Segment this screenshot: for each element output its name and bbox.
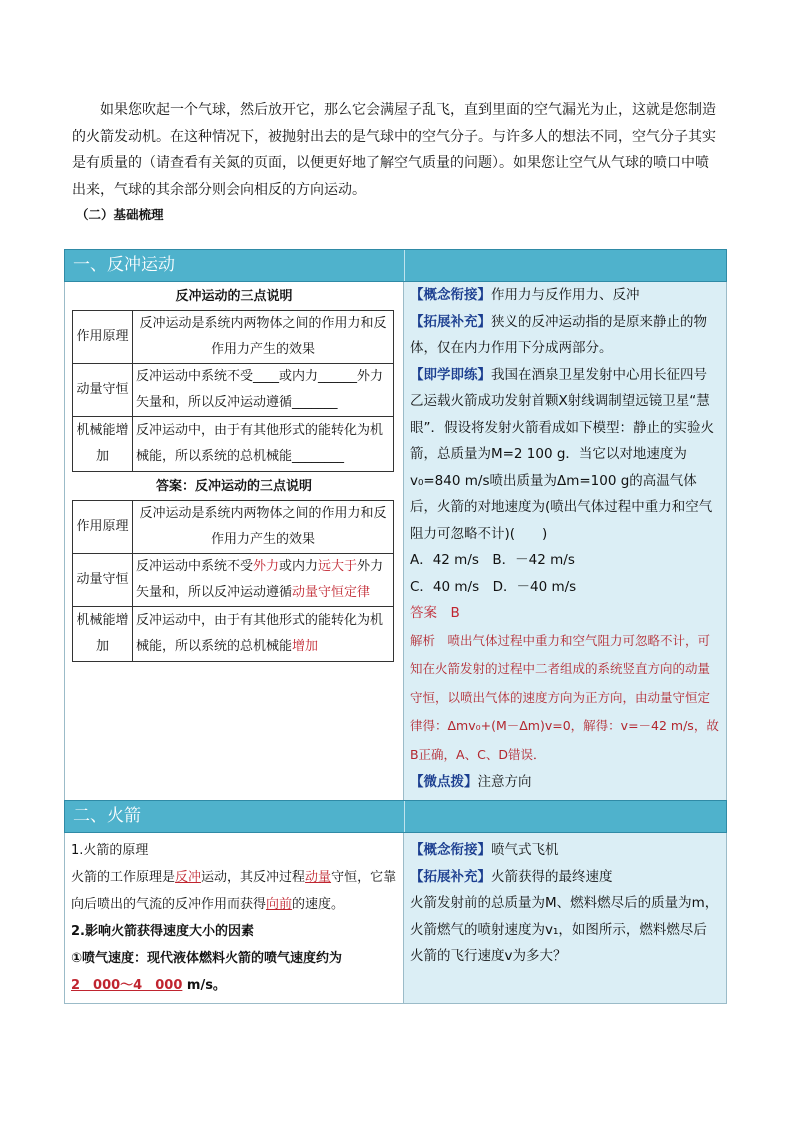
explanation-label: 解析 (409, 632, 435, 648)
option-c: C．40 m/s (409, 578, 480, 595)
intro-line-2: 的火箭发动机。在这种情况下，被抛射出去的是气球中的空气分子。与许多人的想法不同，空气分子其实 (72, 128, 716, 145)
text-part: 外力矢量和，所以反冲运动遵循 (136, 369, 384, 410)
section-subheading: （二）基础梳理 (76, 207, 164, 222)
blank: ________ (292, 449, 345, 464)
concept-link (410, 282, 720, 309)
answer-line (410, 600, 720, 627)
jet-speed-text (71, 945, 397, 999)
table-row (73, 311, 394, 364)
answer-table-caption: 答案：反冲运动的三点说明 (155, 479, 312, 494)
section2-header-band (64, 800, 727, 833)
blank: _______ (292, 395, 338, 410)
section1-header-band (64, 249, 727, 282)
option-a: A．42 m/s (409, 552, 479, 568)
text-part: 的速度。 (292, 897, 345, 912)
section-rocket (64, 800, 727, 1004)
final-speed-question: 火箭发射前的总质量为M、燃料燃尽后的质量为m，火箭燃气的喷射速度为v₁，如图所示，燃料燃尽后火箭的飞行速度v为多大？ (409, 895, 719, 964)
answer-fill: 2 000～4 000 (71, 978, 183, 993)
intro-line-3: 是有质量的（请查看有关氮的页面，以便更好地了解空气质量的问题）。如果您让空气从气球的喷口中喷 (72, 155, 709, 171)
question-text: 我国在酒泉卫星发射中心用长征四号乙运载火箭成功发射首颗X射线调制望远镜卫星“慧眼”．假设将发射火箭看成如下模型：静止的实验火箭，总质量为M=2 100 g．当它以对地速度为v₀=840 m/s喷出质量为Δm=100 g的高温气体后，火箭的对地速度为(喷出气体过程中重力和空气阻力可忽略不计)( ) (409, 366, 714, 542)
text-part: 反冲运动中，由于有其他形式的能转化为机械能，所以系统的总机械能 (136, 613, 384, 654)
row-value: 反冲运动是系统内两物体之间的作用力和反作用力产生的效果 (133, 501, 394, 554)
answer-fill: 外力 (253, 559, 280, 574)
row-value (133, 607, 394, 662)
rocket-principle-text (71, 864, 397, 918)
intro-paragraph (72, 97, 728, 203)
section2-header-divider (404, 801, 405, 832)
section1-left (65, 282, 403, 800)
intro-line-1: 如果您吹起一个气球，然后放开它，那么它会满屋子乱飞，直到里面的空气漏光为止，这就是您制造 (100, 102, 716, 118)
row-key: 作用原理 (73, 311, 133, 364)
answer-fill: 动量守恒定律 (292, 585, 371, 600)
tag-text: 狭义的反冲运动指的是原来静止的物体，仅在内力作用下分成两部分。 (409, 313, 707, 356)
section2-title: 二、火箭 (73, 806, 141, 826)
tag-label: 【微点拨】 (409, 774, 478, 790)
intro-line-4: 出来，气球的其余部分则会向相反的方向运动。 (72, 181, 366, 198)
answer-label: 答案 (409, 605, 437, 621)
rocket-principle-heading: 1.火箭的原理 (71, 843, 149, 858)
section-reaction-motion (64, 249, 727, 801)
option-b: B．－42 m/s (492, 552, 575, 568)
tag-label: 【拓展补充】 (409, 868, 491, 885)
text-part: 运动，其反冲过程 (201, 870, 306, 885)
section2-body (64, 833, 727, 1004)
row-value (133, 417, 394, 472)
explanation (410, 627, 720, 770)
question-table-caption: 反冲运动的三点说明 (175, 289, 293, 304)
explanation-text: 喷出气体过程中重力和空气阻力可忽略不计，可知在火箭发射的过程中二者组成的系统竖直方向的动量守恒，以喷出气体的速度方向为正方向，由动量守恒定律得：Δmv₀+(M－Δm)v=0，解得：v=－42 m/s，故B正确，A、C、D错误． (409, 632, 719, 762)
table-row (73, 501, 394, 554)
row-key: 动量守恒 (73, 554, 133, 607)
section1-header-divider (404, 250, 405, 281)
section1-right (403, 282, 726, 800)
row-value: 反冲运动是系统内两物体之间的作用力和反作用力产生的效果 (133, 311, 394, 364)
answer-table (72, 500, 394, 662)
table-row (73, 554, 394, 607)
tag-text: 注意方向 (477, 774, 532, 790)
text-part: 反冲运动中，由于有其他形式的能转化为机械能，所以系统的总机械能 (136, 423, 384, 464)
table-row (73, 364, 394, 417)
row-key: 机械能增加 (73, 607, 133, 662)
options-row-1 (410, 547, 720, 574)
concept-link (410, 837, 720, 864)
row-key: 动量守恒 (73, 364, 133, 417)
tag-label: 【即学即练】 (409, 366, 491, 383)
tip (410, 769, 720, 800)
tag-text: 作用力与反作用力、反冲 (490, 287, 640, 303)
text-part: 火箭的工作原理是 (71, 870, 176, 885)
extension-note (410, 864, 720, 891)
table-row (73, 417, 394, 472)
blank: ______ (318, 369, 358, 384)
text-part: m/s。 (182, 978, 226, 993)
answer-fill: 增加 (292, 639, 319, 654)
answer-fill: 反冲 (175, 870, 202, 885)
table-row (73, 607, 394, 662)
answer-value: B (450, 605, 460, 621)
text-part: 或内力 (279, 369, 319, 384)
text-part: 反冲运动中系统不受 (136, 559, 254, 574)
speed-factors-heading: 2.影响火箭获得速度大小的因素 (71, 924, 254, 939)
section1-title: 一、反冲运动 (73, 255, 175, 275)
row-key: 作用原理 (73, 501, 133, 554)
tag-label: 【概念衔接】 (409, 287, 491, 303)
tag-label: 【拓展补充】 (409, 313, 491, 330)
text-part: 守恒，它靠向后喷出的气流的反冲作用而获得 (71, 870, 397, 912)
tag-text: 喷气式飞机 (490, 842, 559, 858)
tag-text: 火箭获得的最终速度 (490, 868, 613, 885)
question-table (72, 310, 394, 472)
row-key: 机械能增加 (73, 417, 133, 472)
text-part: 反冲运动中系统不受 (136, 369, 254, 384)
tag-label: 【概念衔接】 (409, 842, 491, 858)
answer-fill: 动量 (305, 870, 332, 885)
blank: ____ (253, 369, 280, 384)
row-value (133, 364, 394, 417)
section2-left (65, 833, 403, 1003)
extension-note (410, 309, 720, 362)
practice-question (410, 362, 720, 548)
row-value (133, 554, 394, 607)
answer-fill: 远大于 (318, 559, 358, 574)
text-part: ①喷气速度：现代液体燃料火箭的喷气速度约为 (71, 951, 343, 966)
option-d: D．－40 m/s (492, 578, 577, 595)
text-part: 外力矢量和，所以反冲运动遵循 (136, 559, 384, 600)
options-row-2 (410, 574, 720, 601)
section1-body (64, 282, 727, 801)
section2-right (403, 833, 726, 1003)
text-part: 或内力 (279, 559, 319, 574)
answer-fill: 向前 (266, 897, 293, 912)
